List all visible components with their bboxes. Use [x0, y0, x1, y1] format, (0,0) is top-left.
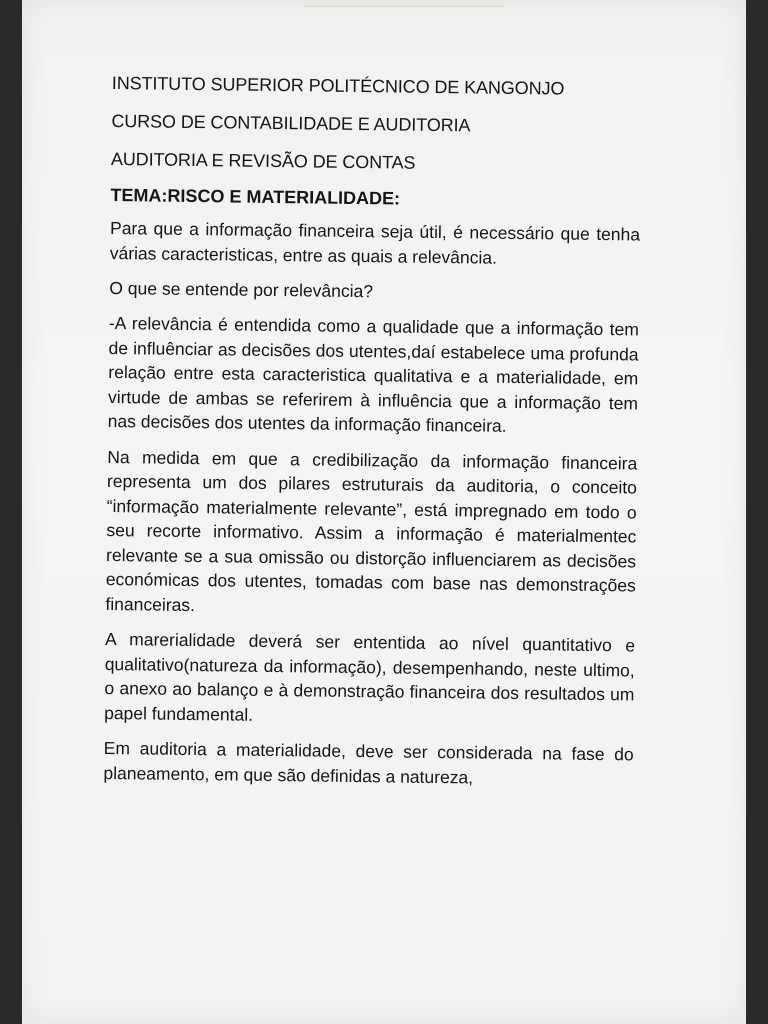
course-heading: CURSO DE CONTABILIDADE E AUDITORIA: [111, 110, 471, 136]
topic-title: TEMA:RISCO E MATERIALIDADE:: [110, 184, 401, 209]
subject-heading: AUDITORIA E REVISÃO DE CONTAS: [110, 148, 416, 173]
paragraph-planning: Em auditoria a materialidade, deve ser considerada na fase do planeamento, em que são definidas a natureza,: [103, 737, 634, 787]
paper-sheet: [22, 0, 746, 1024]
document-content: [103, 72, 642, 802]
paragraph-materiality: A marerialidade deverá ser ententida ao nível quantitativo e qualitativo(natureza da informação), desempenhando, neste ultimo, o anexo ao balanço e à demonstração financeira dos resultados um papel fundamental.: [104, 628, 636, 725]
paper-top-edge: [304, 0, 504, 7]
question-heading: O que se entende por relevância?: [109, 277, 374, 302]
paragraph-relevance: -A relevância é entendida como a qualidade que a informação tem de influênciar as decisões dos utentes,daí estabelece uma profunda relação entre esta caracteristica qualitativa e a materialidade, em virtude de ambas se referirem à influência que a informação tem nas decisões dos utentes da informação financeira.: [107, 312, 640, 436]
institution-heading: INSTITUTO SUPERIOR POLITÉCNICO DE KANGONJO: [111, 72, 565, 99]
paragraph-intro: Para que a informação financeira seja útil, é necessário que tenha várias caracteristicas, entre as quais a relevância.: [109, 217, 641, 268]
paragraph-credibility: Na medida em que a credibilização da informação financeira representa um dos pilares estruturais da auditoria, o conceito “informação materialmente relevante”, está impregnado em todo o seu recorte informativo. Assim a informação é materialmentec relevante se a sua omissão ou distorção influenciarem as decisões económicas dos utentes, tomadas com base nas demonstrações financeiras.: [105, 446, 638, 615]
